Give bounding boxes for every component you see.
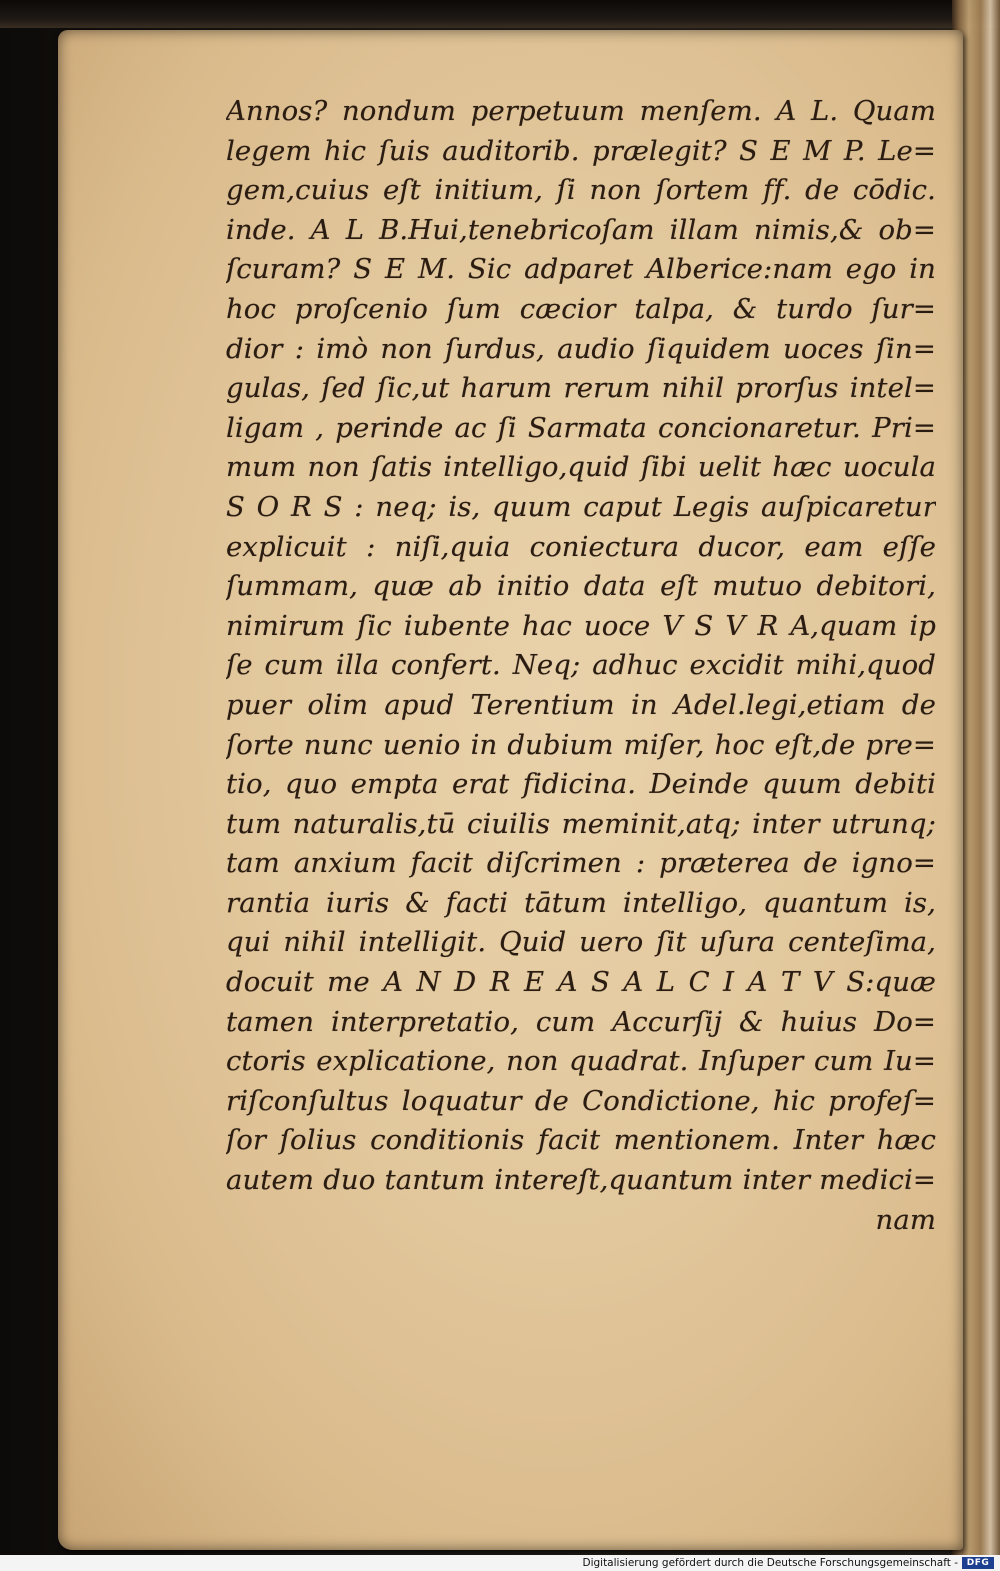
text-line: puer olim apud Terentium in Adel.legi,etiam de (226, 688, 936, 721)
text-line: docuit me A N D R E A S A L C I A T V S:quæ (226, 966, 936, 999)
text-line: ſummam, quæ ab initio data eſt mutuo debitori, (226, 570, 936, 603)
text-line: gulas, ſed ſic,ut harum rerum nihil prorſus intel= (226, 372, 936, 405)
text-block (226, 92, 936, 1240)
text-line: nimirum ſic iubente hac uoce V S V R A,quam ip (226, 609, 936, 642)
text-line: mum non ſatis intelligo,quid ſibi uelit hæc uocula (226, 451, 936, 484)
catchword: nam (875, 1203, 936, 1236)
text-line: ligam , perinde ac ſi Sarmata concionaretur. Pri= (226, 411, 936, 444)
text-line: ctoris explicatione, non quadrat. Inſuper cum Iu= (226, 1045, 936, 1078)
text-line: tio, quo empta erat fidicina. Deinde quum debiti (226, 768, 936, 801)
text-line: ſor ſolius conditionis facit mentionem. Inter hæc (226, 1124, 936, 1157)
text-line: inde. A L B.Hui,tenebricoſam illam nimis,& ob= (226, 213, 936, 246)
text-line: hoc proſcenio ſum cæcior talpa, & turdo ſur= (226, 292, 936, 325)
text-line: ſcuram? S E M. Sic adparet Alberice:nam ego in (226, 253, 936, 286)
text-line: riſconſultus loquatur de Condictione, hic profeſ= (226, 1084, 936, 1117)
text-line: rantia iuris & facti tātum intelligo, quantum is, (226, 886, 936, 919)
text-line: tamen interpretatio, cum Accurſij & huius Do= (226, 1005, 936, 1038)
text-line: dior : imò non ſurdus, audio ſiquidem uoces ſin= (226, 332, 936, 365)
text-line: gem,cuius eſt initium, ſi non ſortem ff. de cōdic. (226, 174, 936, 207)
dfg-logo: DFG (962, 1557, 994, 1569)
footer-bar (0, 1555, 1000, 1571)
text-line: legem hic ſuis auditorib. prælegit? S E M P. Le= (226, 134, 936, 167)
text-line: ſorte nunc uenio in dubium miſer, hoc eſt,de pre= (226, 728, 936, 761)
text-line: Annos? nondum perpetuum menſem. A L. Quam (226, 95, 936, 127)
text-line: tam anxium facit diſcrimen : præterea de igno= (226, 847, 936, 880)
text-line: qui nihil intelligit. Quid uero ſit uſura centeſima, (226, 926, 936, 959)
text-line: tum naturalis,tū ciuilis meminit,atq; inter utrunq; (226, 807, 936, 840)
text-line: autem duo tantum intereſt,quantum inter medici= (226, 1164, 936, 1197)
footer-credit: Digitalisierung gefördert durch die Deutsche Forschungsgemeinschaft - (582, 1557, 958, 1569)
text-line: S O R S : neq; is, quum caput Legis auſpicaretur (226, 490, 936, 523)
text-line: explicuit : niſi,quia coniectura ducor, eam eſſe (226, 530, 936, 563)
text-line: ſe cum illa confert. Neq; adhuc excidit mihi,quod (226, 649, 936, 682)
top-edge (0, 0, 1000, 28)
